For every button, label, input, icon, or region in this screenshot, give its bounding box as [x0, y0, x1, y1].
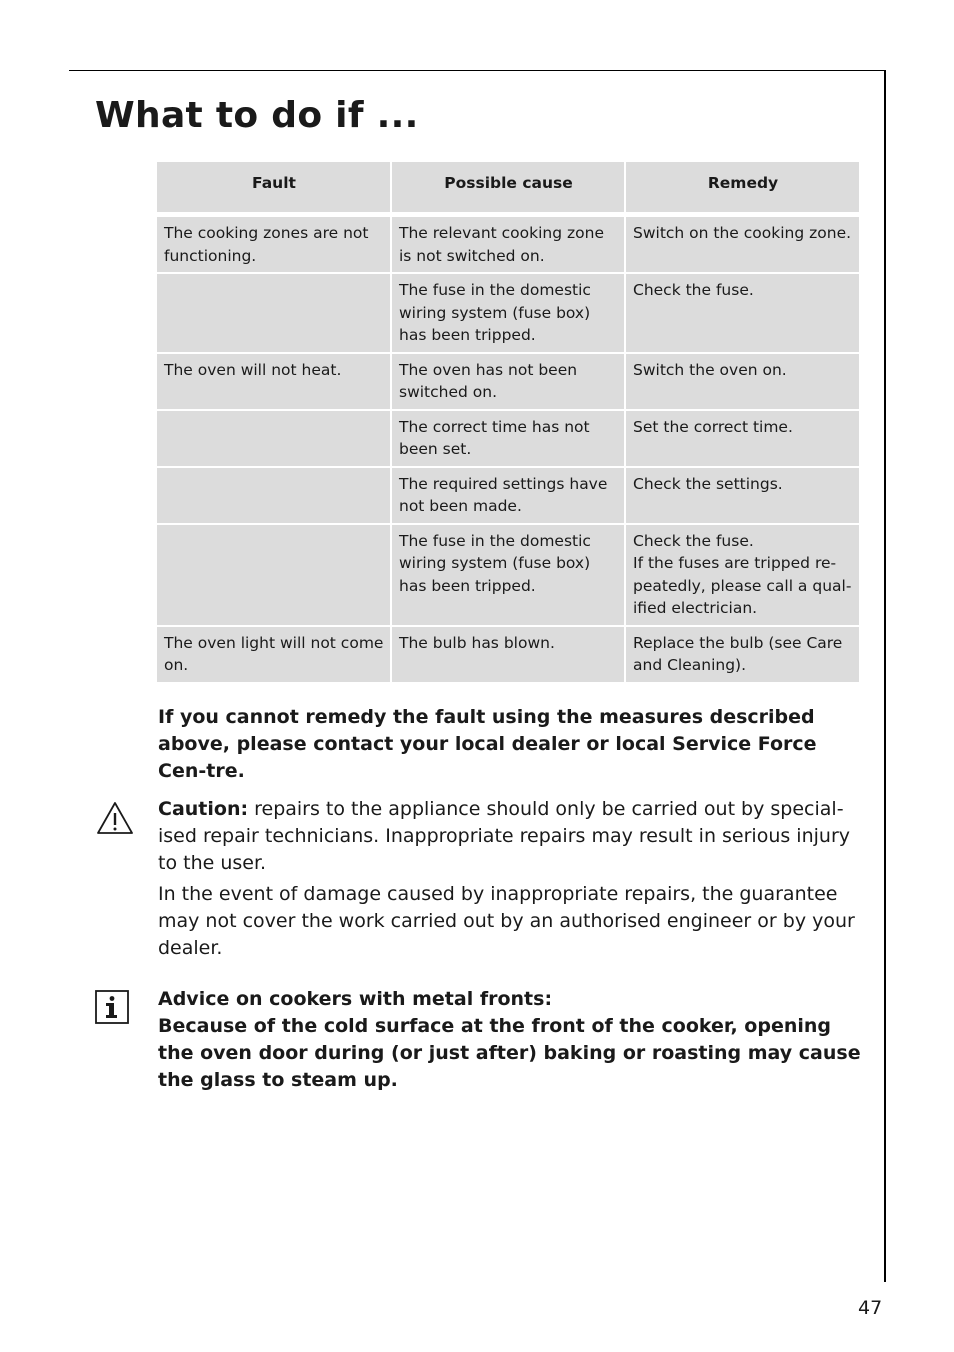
fault-cell: The oven will not heat. [157, 353, 391, 410]
table-header-row [157, 162, 859, 215]
fault-table [157, 162, 859, 682]
advice-heading: Advice on cookers with metal fronts: [158, 988, 553, 1010]
fault-cell [157, 524, 391, 626]
remedy-cell: Check the settings. [625, 467, 859, 524]
cause-cell: The fuse in the domestic wiring system (fuse box) has been tripped. [391, 273, 625, 353]
table-row [157, 467, 859, 524]
page-title: What to do if ... [95, 95, 419, 136]
cause-cell: The required settings have not been made. [391, 467, 625, 524]
table-row [157, 215, 859, 274]
fault-cell [157, 273, 391, 353]
fault-cell [157, 410, 391, 467]
remedy-cell: Check the fuse. If the fuses are tripped re-peatedly, please call a qual-ified electrician. [625, 524, 859, 626]
guarantee-paragraph: In the event of damage caused by inappropriate repairs, the guarantee may not cover the work carried out by an authorised engineer or by your dealer. [158, 883, 855, 959]
caution-paragraph [158, 796, 863, 877]
header-remedy: Remedy [625, 162, 859, 215]
table-row [157, 626, 859, 682]
remedy-cell: Check the fuse. [625, 273, 859, 353]
cause-cell: The relevant cooking zone is not switched on. [391, 215, 625, 274]
top-rule [69, 70, 886, 71]
advice-text: Because of the cold surface at the front of the cooker, opening the oven door during (or just after) baking or roasting may cause the glass to steam up. [158, 1015, 861, 1091]
header-possible-cause: Possible cause [391, 162, 625, 215]
fault-cell: The oven light will not come on. [157, 626, 391, 682]
header-fault: Fault [157, 162, 391, 215]
table-row [157, 273, 859, 353]
side-rule [884, 70, 886, 1282]
table-row [157, 410, 859, 467]
table-row [157, 524, 859, 626]
cause-cell: The oven has not been switched on. [391, 353, 625, 410]
table-row [157, 353, 859, 410]
page-number: 47 [858, 1297, 883, 1319]
remedy-cell: Switch the oven on. [625, 353, 859, 410]
cause-cell: The bulb has blown. [391, 626, 625, 682]
remedy-cell: Replace the bulb (see Care and Cleaning). [625, 626, 859, 682]
warning-triangle-icon [95, 800, 135, 840]
cause-cell: The fuse in the domestic wiring system (fuse box) has been tripped. [391, 524, 625, 626]
remedy-cell: Switch on the cooking zone. [625, 215, 859, 274]
caution-label: Caution: [158, 798, 249, 820]
contact-note: If you cannot remedy the fault using the measures described above, please contact your local dealer or local Service Force Cen-tre. [158, 706, 817, 782]
info-icon [95, 990, 129, 1028]
fault-cell: The cooking zones are not functioning. [157, 215, 391, 274]
cause-cell: The correct time has not been set. [391, 410, 625, 467]
caution-text: repairs to the appliance should only be carried out by special-ised repair technicians. Inappropriate repairs may result in serious injury to the user. [158, 798, 851, 874]
fault-cell [157, 467, 391, 524]
remedy-cell: Set the correct time. [625, 410, 859, 467]
